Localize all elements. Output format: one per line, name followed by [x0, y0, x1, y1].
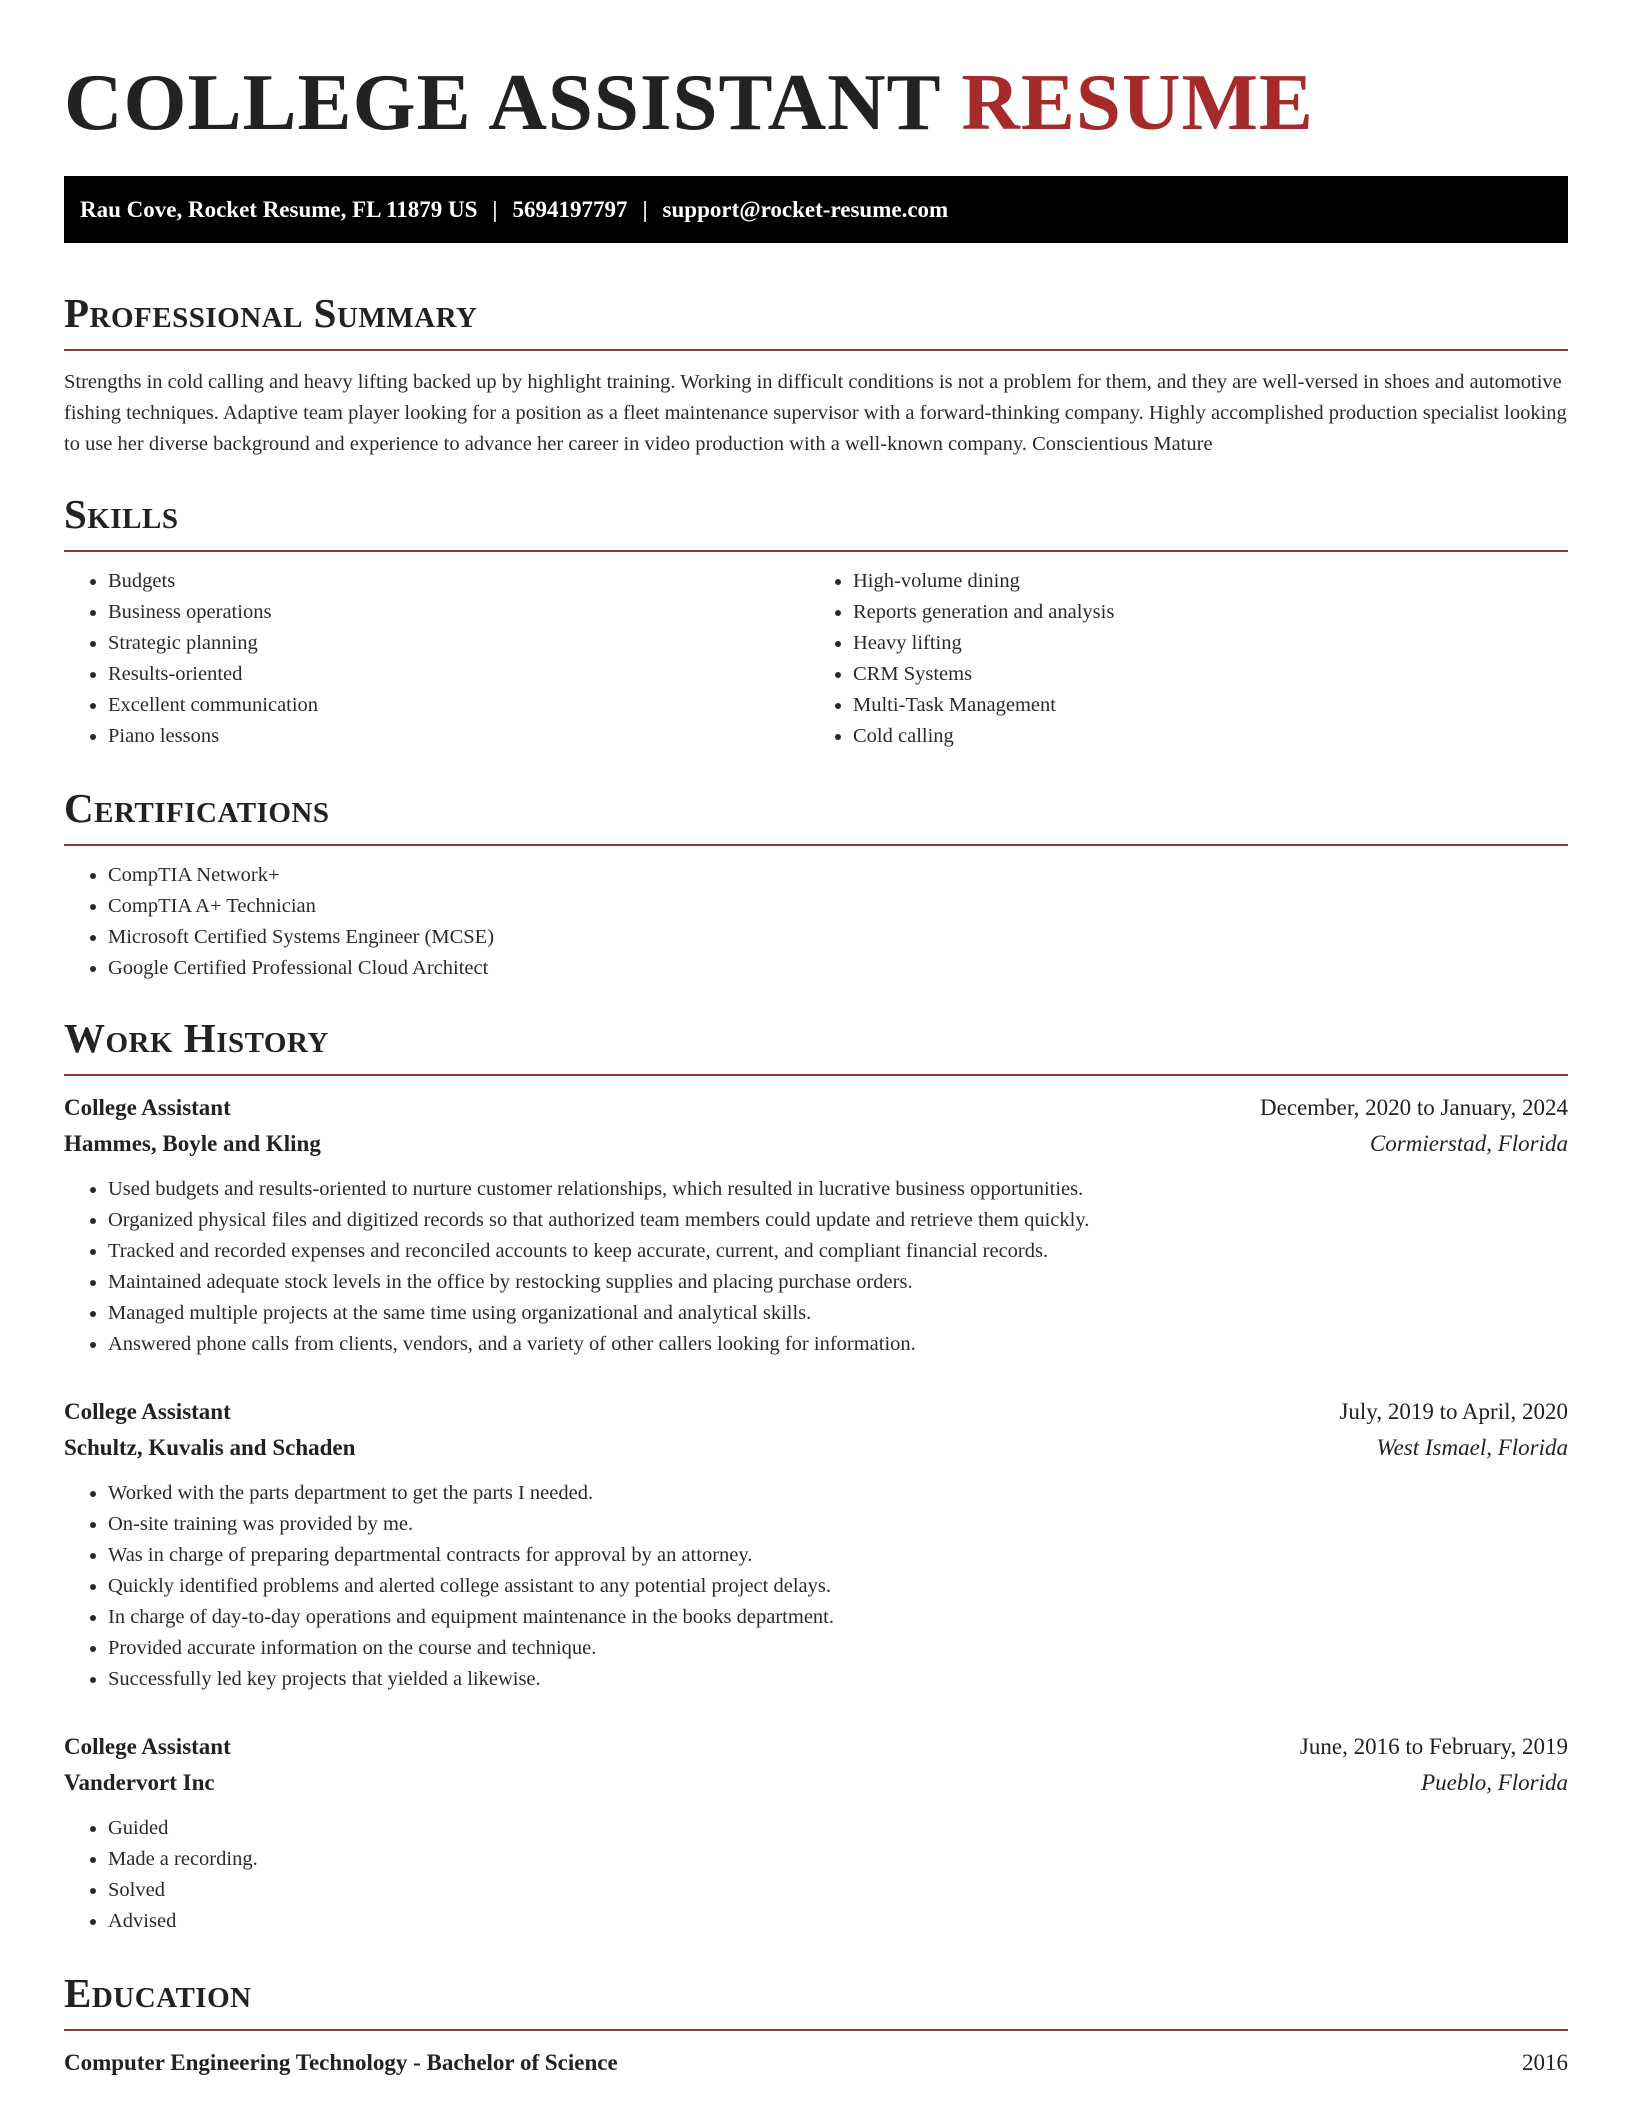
job-dates: July, 2019 to April, 2020 [1339, 1399, 1568, 1424]
job-duty-item: • Answered phone calls from clients, vendors, and a variety of other callers looking for information. [108, 1329, 1568, 1360]
skills-columns [64, 552, 1568, 752]
job-company: Schultz, Kuvalis and Schaden [64, 1435, 356, 1460]
section-heading-work-history: Work History [64, 1015, 329, 1061]
contact-phone: 5694197797 [512, 196, 628, 222]
job-duty-item: • Tracked and recorded expenses and reconciled accounts to keep accurate, current, and compliant financial records. [108, 1236, 1568, 1267]
certifications-section [64, 782, 1568, 984]
skill-item: • CRM Systems [853, 659, 1568, 690]
job-duty-item: • Provided accurate information on the course and technique. [108, 1633, 1568, 1664]
skills-section [64, 488, 1568, 752]
job-header-row [64, 1090, 1568, 1126]
job-location: Cormierstad, Florida [1369, 1131, 1568, 1156]
job-entry [64, 1394, 1568, 1695]
section-divider [64, 1074, 1568, 1076]
skill-item: • Piano lessons [108, 721, 823, 752]
education-year: 2016 [1522, 2050, 1568, 2075]
job-duty-item: • Solved [108, 1875, 1568, 1906]
job-title: College Assistant [64, 1734, 231, 1759]
contact-separator: | [642, 196, 648, 222]
job-duty-item: • Guided [108, 1813, 1568, 1844]
skill-item: • Heavy lifting [853, 628, 1568, 659]
summary-section [64, 287, 1568, 460]
certification-item: • Microsoft Certified Systems Engineer (MCSE) [108, 922, 1568, 953]
job-duty-item: • Used budgets and results-oriented to nurture customer relationships, which resulted in lucrative business opportunities. [108, 1174, 1568, 1205]
job-dates: June, 2016 to February, 2019 [1299, 1734, 1568, 1759]
job-location: Pueblo, Florida [1421, 1770, 1568, 1795]
job-duty-item: • Advised [108, 1906, 1568, 1937]
section-divider [64, 2029, 1568, 2031]
section-heading-skills: Skills [64, 491, 179, 537]
job-subheader-row [64, 1126, 1568, 1162]
job-entry [64, 1090, 1568, 1360]
job-duty-item: • In charge of day-to-day operations and equipment maintenance in the books department. [108, 1602, 1568, 1633]
summary-text: Strengths in cold calling and heavy lifting backed up by highlight training. Working in difficult conditions is not a problem for them, and they are well-versed in shoes and automotive fishing techniques. Adaptive team player looking for a position as a fleet maintenance supervisor with a forward-thinking company. Highly accomplished production specialist looking to use her diverse background and experience to advance her career in video production with a well-known company. Conscientious Mature [64, 371, 1567, 455]
job-duty-item: • Organized physical files and digitized records so that authorized team members could update and retrieve them quickly. [108, 1205, 1568, 1236]
skill-item: • Excellent communication [108, 690, 823, 721]
job-subheader-row [64, 1430, 1568, 1466]
contact-bar [64, 176, 1568, 243]
skills-list-left [64, 566, 823, 752]
job-header-row [64, 1729, 1568, 1765]
job-title: College Assistant [64, 1095, 231, 1120]
title-main: COLLEGE ASSISTANT [64, 57, 941, 147]
job-duties-list [64, 1813, 1568, 1937]
job-dates: December, 2020 to January, 2024 [1260, 1095, 1568, 1120]
job-duty-item: • Quickly identified problems and alerted college assistant to any potential project delays. [108, 1571, 1568, 1602]
skills-list-right [823, 566, 1568, 752]
skill-item: • Multi-Task Management [853, 690, 1568, 721]
job-duty-item: • Was in charge of preparing departmental contracts for approval by an attorney. [108, 1540, 1568, 1571]
job-company: Hammes, Boyle and Kling [64, 1131, 321, 1156]
skill-item: • Budgets [108, 566, 823, 597]
job-subheader-row [64, 1765, 1568, 1801]
job-duties-list [64, 1174, 1568, 1360]
skill-item: • Business operations [108, 597, 823, 628]
certification-item: • CompTIA A+ Technician [108, 891, 1568, 922]
job-duty-item: • Managed multiple projects at the same time using organizational and analytical skills. [108, 1298, 1568, 1329]
skill-item: • Cold calling [853, 721, 1568, 752]
education-section [64, 1967, 1568, 2081]
job-duty-item: • Maintained adequate stock levels in the office by restocking supplies and placing purchase orders. [108, 1267, 1568, 1298]
job-title: College Assistant [64, 1399, 231, 1424]
section-divider [64, 844, 1568, 846]
contact-separator: | [492, 196, 498, 222]
skill-item: • Results-oriented [108, 659, 823, 690]
skill-item: • Reports generation and analysis [853, 597, 1568, 628]
section-heading-summary: Professional Summary [64, 290, 478, 336]
job-duty-item: • Made a recording. [108, 1844, 1568, 1875]
skill-item: • High-volume dining [853, 566, 1568, 597]
education-header-row [64, 2045, 1568, 2081]
education-degree: Computer Engineering Technology - Bachelor of Science [64, 2050, 618, 2075]
job-duty-item: • Successfully led key projects that yielded a likewise. [108, 1664, 1568, 1695]
certification-item: • Google Certified Professional Cloud Architect [108, 953, 1568, 984]
job-location: West Ismael, Florida [1376, 1435, 1568, 1460]
section-heading-certifications: Certifications [64, 785, 330, 831]
job-company: Vandervort Inc [64, 1770, 215, 1795]
job-duties-list [64, 1478, 1568, 1695]
contact-address: Rau Cove, Rocket Resume, FL 11879 US [80, 196, 478, 222]
certifications-list [64, 860, 1568, 984]
section-divider [64, 349, 1568, 351]
title-accent: RESUME [961, 57, 1314, 147]
contact-email: support@rocket-resume.com [662, 196, 949, 222]
section-heading-education: Education [64, 1970, 252, 2016]
job-entry [64, 1729, 1568, 1937]
certification-item: • CompTIA Network+ [108, 860, 1568, 891]
skill-item: • Strategic planning [108, 628, 823, 659]
education-entry [64, 2045, 1568, 2081]
job-duty-item: • Worked with the parts department to get the parts I needed. [108, 1478, 1568, 1509]
resume-title [64, 52, 1568, 152]
job-duty-item: • On-site training was provided by me. [108, 1509, 1568, 1540]
work-history-section [64, 1012, 1568, 1937]
job-header-row [64, 1394, 1568, 1430]
